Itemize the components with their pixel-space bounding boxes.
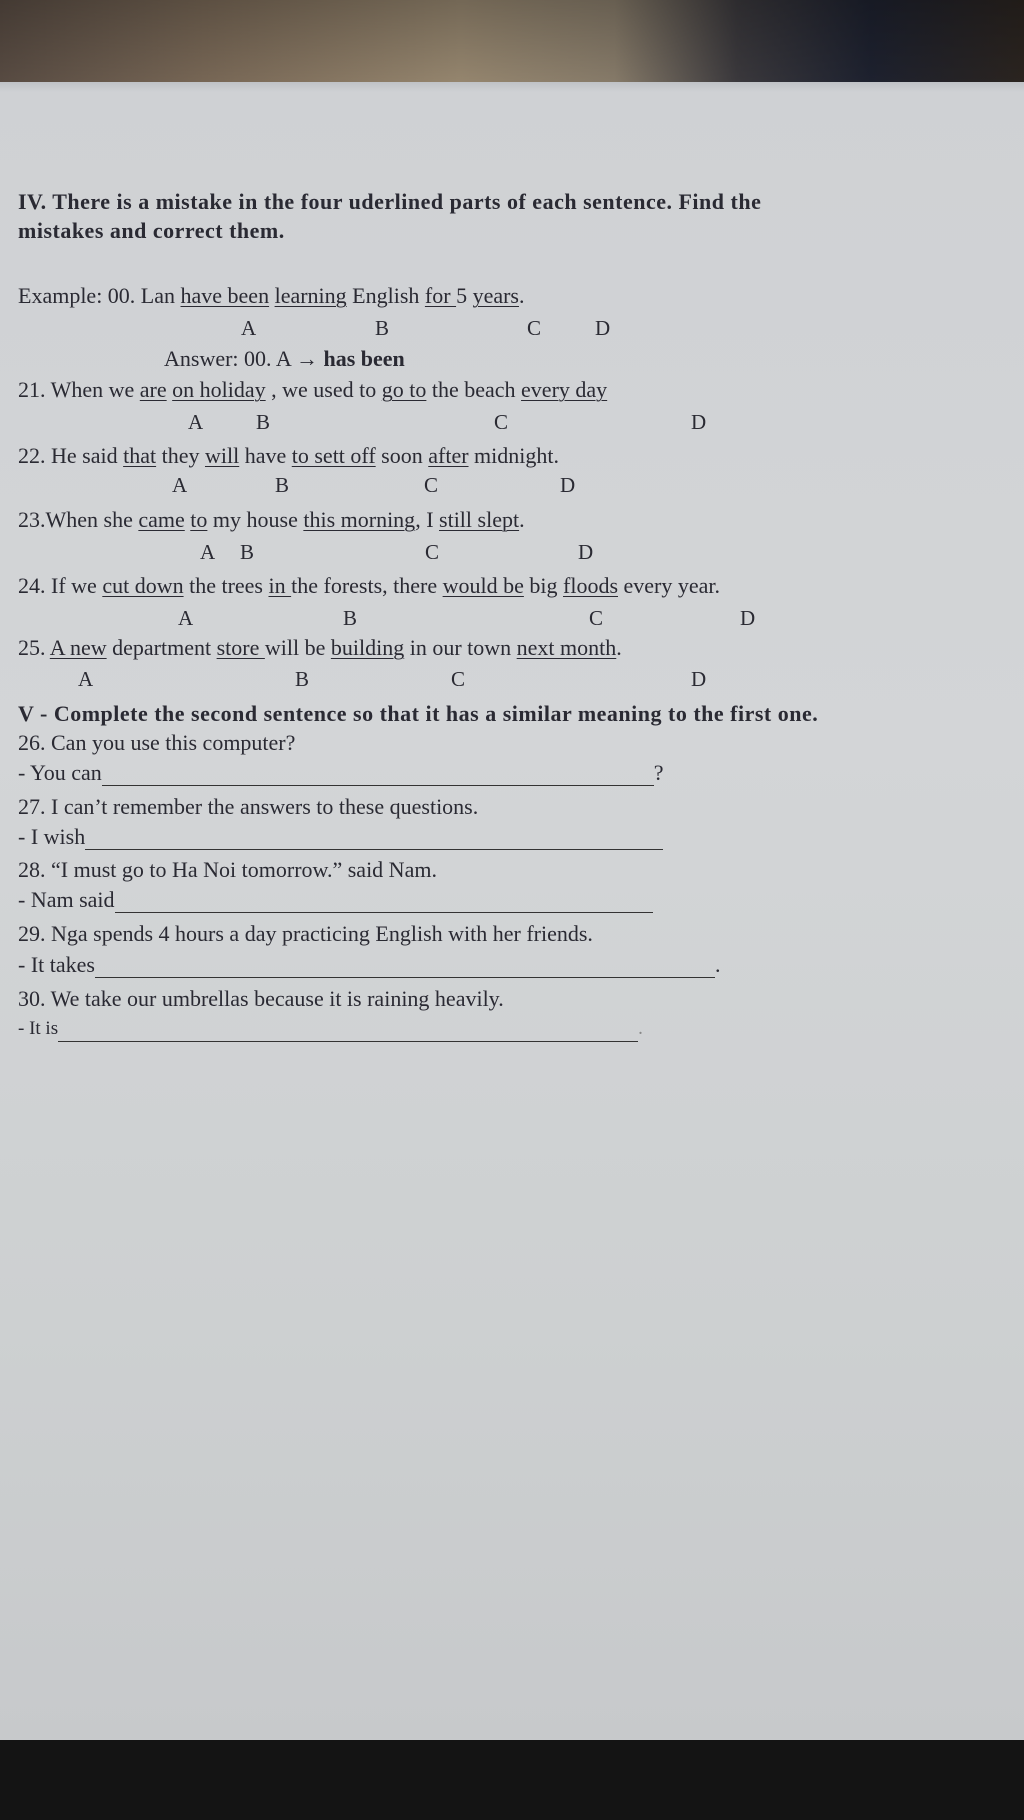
example-label-c: C (527, 316, 542, 340)
example-prefix: Example: 00. Lan (18, 283, 181, 308)
q24-text: the forests, there (291, 573, 443, 598)
q24-part-a: cut down (102, 573, 184, 598)
q25-part-a: A new (49, 635, 107, 660)
q25-label-c: C (451, 667, 466, 691)
example-label-d: D (595, 316, 611, 340)
q24-part-c: would be (442, 573, 524, 598)
answer-value: has been (318, 346, 405, 371)
answer-line-26 (18, 760, 664, 786)
q24-text: 24. If we (18, 573, 103, 598)
question-22 (18, 443, 559, 469)
section-5-heading: V - Complete the second sentence so that it has a similar meaning to the first one. (18, 701, 819, 726)
q24-text: every year. (618, 573, 720, 598)
example-label-b: B (375, 316, 390, 340)
q21-part-c: go to (381, 377, 427, 402)
question-29: 29. Nga spends 4 hours a day practicing English with her friends. (18, 921, 593, 946)
answer-prefix: Answer: 00. A (164, 346, 296, 371)
example-part-a: have been (180, 283, 270, 308)
q22-part-d: after (428, 443, 469, 468)
q23-text: , I (415, 507, 440, 532)
section-4-heading-line2: mistakes and correct them. (18, 218, 285, 243)
question-25 (18, 635, 622, 661)
example-text: 5 (456, 283, 473, 308)
q23-label-a: A (200, 540, 216, 564)
page-edge (0, 82, 1024, 92)
question-23 (18, 507, 525, 533)
blank-28[interactable] (115, 890, 653, 913)
question-24 (18, 573, 720, 599)
prompt-30: - It is (18, 1018, 59, 1039)
blank-29[interactable] (95, 955, 715, 978)
q25-text: will be (264, 635, 331, 660)
q21-part-a: are (139, 377, 167, 402)
q23-part-c: this morning (303, 507, 416, 532)
prompt-28: - Nam said (18, 887, 115, 912)
example-text: English (346, 283, 425, 308)
prompt-29: - It takes (18, 952, 95, 977)
background-bottom (0, 1740, 1024, 1820)
blank-26[interactable] (102, 763, 654, 786)
background-shade (0, 0, 1024, 95)
q23-label-c: C (425, 540, 440, 564)
q22-label-c: C (424, 473, 439, 497)
question-28: 28. “I must go to Ha Noi tomorrow.” said Nam. (18, 857, 437, 882)
q25-part-c: building (330, 635, 405, 660)
question-21 (18, 377, 607, 403)
q24-label-d: D (740, 606, 756, 630)
q25-text: 25. (18, 635, 50, 660)
q24-label-a: A (178, 606, 194, 630)
q22-text: midnight. (468, 443, 559, 468)
q25-text: department (106, 635, 217, 660)
example-sentence (18, 283, 524, 309)
q21-label-a: A (188, 410, 204, 434)
q25-label-a: A (78, 667, 94, 691)
q21-text: 21. When we (18, 377, 140, 402)
q25-label-b: B (295, 667, 310, 691)
q22-label-a: A (172, 473, 188, 497)
blank-27[interactable] (85, 827, 663, 850)
q25-label-d: D (691, 667, 707, 691)
answer-line-28 (18, 887, 653, 913)
q24-text: the trees (183, 573, 269, 598)
prompt-26: - You can (18, 760, 102, 785)
answer-line-27 (18, 824, 663, 850)
q21-text: , we used to (265, 377, 382, 402)
q22-part-c: to sett off (291, 443, 376, 468)
section-4-heading-line1: IV. There is a mistake in the four uderlined parts of each sentence. Find the (18, 189, 762, 214)
example-part-d: years (472, 283, 519, 308)
q25-text: in our town (404, 635, 517, 660)
prompt-27: - I wish (18, 824, 86, 849)
q25-text: . (616, 635, 622, 660)
example-part-b: learning (274, 283, 347, 308)
answer-line-29 (18, 952, 720, 978)
q23-part-d: still slept (439, 507, 520, 532)
q24-part-b: in (268, 573, 292, 598)
q24-label-b: B (343, 606, 358, 630)
q24-label-c: C (589, 606, 604, 630)
q23-part-a: came (138, 507, 185, 532)
blank-30[interactable] (58, 1019, 638, 1042)
end-30: . (638, 1018, 643, 1039)
q21-label-c: C (494, 410, 509, 434)
q25-part-d: next month (516, 635, 617, 660)
q25-part-b: store (216, 635, 265, 660)
q22-part-a: that (123, 443, 157, 468)
q23-part-b: to (190, 507, 208, 532)
answer-line-30 (18, 1016, 643, 1042)
q22-label-d: D (560, 473, 576, 497)
end-26: ? (653, 760, 664, 785)
q23-label-d: D (578, 540, 594, 564)
q24-part-d: floods (563, 573, 618, 598)
q23-label-b: B (240, 540, 255, 564)
question-30: 30. We take our umbrellas because it is raining heavily. (18, 986, 504, 1011)
q22-text: soon (375, 443, 429, 468)
q23-text: 23.When she (18, 507, 139, 532)
q21-label-d: D (691, 410, 707, 434)
q22-label-b: B (275, 473, 290, 497)
q21-part-d: every day (521, 377, 608, 402)
example-label-a: A (241, 316, 257, 340)
question-26: 26. Can you use this computer? (18, 730, 296, 755)
end-29: . (714, 952, 721, 977)
q21-label-b: B (256, 410, 271, 434)
q22-part-b: will (204, 443, 240, 468)
q23-text: . (519, 507, 525, 532)
arrow-icon: → (296, 346, 318, 371)
example-part-c: for (424, 283, 457, 308)
q21-part-b: on holiday (172, 377, 266, 402)
q24-text: big (523, 573, 563, 598)
q22-text: have (239, 443, 292, 468)
q22-text: 22. He said (18, 443, 124, 468)
question-27: 27. I can’t remember the answers to these questions. (18, 794, 479, 819)
q23-text: my house (207, 507, 304, 532)
q22-text: they (156, 443, 205, 468)
q21-text: the beach (426, 377, 522, 402)
example-answer (164, 346, 405, 372)
example-text: . (518, 283, 525, 308)
